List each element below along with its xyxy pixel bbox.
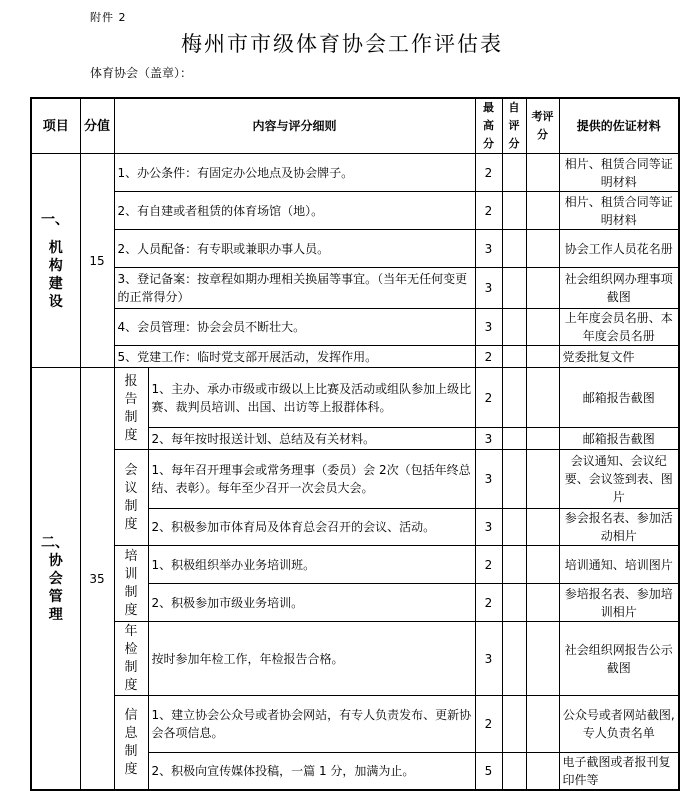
max-score-cell: 2 xyxy=(475,346,502,368)
materials-cell: 社会组织网报告公示截图 xyxy=(559,622,679,696)
content-cell: 1、办公条件：有固定办公地点及协会牌子。 xyxy=(114,154,475,192)
review-score-cell[interactable] xyxy=(526,696,559,753)
content-cell: 2、积极参加市级业务培训。 xyxy=(148,584,475,622)
max-score-cell: 2 xyxy=(475,696,502,753)
max-score-cell: 2 xyxy=(475,546,502,584)
review-score-cell[interactable] xyxy=(526,450,559,509)
self-score-cell[interactable] xyxy=(502,192,526,230)
review-score-cell[interactable] xyxy=(526,230,559,268)
content-cell: 5、党建工作：临时党支部开展活动，发挥作用。 xyxy=(114,346,475,368)
max-score-cell: 3 xyxy=(475,509,502,546)
materials-cell: 相片、租赁合同等证明材料 xyxy=(559,192,679,230)
section-score: 15 xyxy=(80,154,114,368)
review-score-cell[interactable] xyxy=(526,546,559,584)
max-score-cell: 2 xyxy=(475,368,502,428)
content-cell: 1、积极组织举办业务培训班。 xyxy=(148,546,475,584)
table-row xyxy=(31,622,679,696)
materials-cell: 公众号或者网站截图,专人负责名单 xyxy=(559,696,679,753)
review-score-cell[interactable] xyxy=(526,509,559,546)
content-cell: 2、人员配备：有专职或兼职办事人员。 xyxy=(114,230,475,268)
table-row xyxy=(31,230,679,268)
content-cell: 1、建立协会公众号或者协会网站，有专人负责发布、更新协会各项信息。 xyxy=(148,696,475,753)
content-cell: 4、会员管理：协会会员不断壮大。 xyxy=(114,309,475,346)
section-score: 35 xyxy=(80,368,114,791)
self-score-cell[interactable] xyxy=(502,584,526,622)
max-score-cell: 3 xyxy=(475,309,502,346)
materials-cell: 协会工作人员花名册 xyxy=(559,230,679,268)
max-score-cell: 3 xyxy=(475,622,502,696)
document-title: 梅州市市级体育协会工作评估表 xyxy=(181,32,503,56)
review-score-cell[interactable] xyxy=(526,753,559,791)
content-cell: 2、有自建或者租赁的体育场馆（地）。 xyxy=(114,192,475,230)
content-cell: 1、每年召开理事会或常务理事（委员）会 2次（包括年终总结、表彰）。每年至少召开一次会员大会。 xyxy=(148,450,475,509)
max-score-cell: 5 xyxy=(475,753,502,791)
review-score-cell[interactable] xyxy=(526,584,559,622)
self-score-cell[interactable] xyxy=(502,309,526,346)
self-score-cell[interactable] xyxy=(502,346,526,368)
self-score-cell[interactable] xyxy=(502,546,526,584)
max-score-cell: 3 xyxy=(475,450,502,509)
materials-cell: 参会报名表、参加活动相片 xyxy=(559,509,679,546)
content-cell: 3、登记备案：按章程如期办理相关换届等事宜。（当年无任何变更的正常得分） xyxy=(114,268,475,309)
self-score-cell[interactable] xyxy=(502,230,526,268)
materials-cell: 邮箱报告截图 xyxy=(559,368,679,428)
table-row xyxy=(31,696,679,753)
self-score-cell[interactable] xyxy=(502,509,526,546)
self-score-cell[interactable] xyxy=(502,428,526,450)
table-row xyxy=(31,546,679,584)
header-review-score: 考评分 xyxy=(526,98,559,154)
review-score-cell[interactable] xyxy=(526,154,559,192)
max-score-cell: 2 xyxy=(475,584,502,622)
evaluation-table xyxy=(30,97,680,791)
review-score-cell[interactable] xyxy=(526,428,559,450)
materials-cell: 社会组织网办理事项截图 xyxy=(559,268,679,309)
materials-cell: 邮箱报告截图 xyxy=(559,428,679,450)
review-score-cell[interactable] xyxy=(526,346,559,368)
materials-cell: 培训通知、培训图片 xyxy=(559,546,679,584)
self-score-cell[interactable] xyxy=(502,368,526,428)
table-row xyxy=(31,450,679,509)
review-score-cell[interactable] xyxy=(526,309,559,346)
content-cell: 1、主办、承办市级或市级以上比赛及活动或组队参加上级比赛、裁判员培训、出国、出访等上报群体科。 xyxy=(148,368,475,428)
header-content: 内容与评分细则 xyxy=(114,98,475,154)
category-cell xyxy=(114,696,148,791)
materials-cell: 电子截图或者报刊复印件等 xyxy=(559,753,679,791)
category-label: 报告制度 xyxy=(124,373,138,443)
category-label: 会议制度 xyxy=(124,462,138,532)
self-score-cell[interactable] xyxy=(502,450,526,509)
table-row xyxy=(31,346,679,368)
content-cell: 按时参加年检工作，年检报告合格。 xyxy=(148,622,475,696)
header-materials: 提供的佐证材料 xyxy=(559,98,679,154)
category-label: 培训制度 xyxy=(124,548,138,618)
table-row xyxy=(31,309,679,346)
self-score-cell[interactable] xyxy=(502,753,526,791)
table-row xyxy=(31,154,679,192)
self-score-cell[interactable] xyxy=(502,268,526,309)
max-score-cell: 2 xyxy=(475,192,502,230)
attachment-label: 附件 2 xyxy=(90,11,127,24)
materials-cell: 会议通知、会议纪要、会议签到表、图片 xyxy=(559,450,679,509)
table-row xyxy=(31,192,679,230)
content-cell: 2、积极向宣传媒体投稿，一篇 1 分，加满为止。 xyxy=(148,753,475,791)
header-row xyxy=(31,98,679,154)
category-label: 年检制度 xyxy=(124,623,138,693)
materials-cell: 参培报名表、参加培训相片 xyxy=(559,584,679,622)
review-score-cell[interactable] xyxy=(526,368,559,428)
category-label: 信息制度 xyxy=(124,707,138,777)
materials-cell: 相片、租赁合同等证明材料 xyxy=(559,154,679,192)
header-self-score: 自评分 xyxy=(502,98,526,154)
max-score-cell: 3 xyxy=(475,230,502,268)
section-name: 二、 协 会 管 理 xyxy=(31,368,80,791)
materials-cell: 党委批复文件 xyxy=(559,346,679,368)
category-cell xyxy=(114,622,148,696)
table-row xyxy=(31,368,679,428)
category-cell xyxy=(114,450,148,546)
max-score-cell: 2 xyxy=(475,154,502,192)
content-cell: 2、积极参加市体育局及体育总会召开的会议、活动。 xyxy=(148,509,475,546)
max-score-cell: 3 xyxy=(475,268,502,309)
header-score-value: 分值 xyxy=(80,98,114,154)
max-score-cell: 3 xyxy=(475,428,502,450)
category-cell xyxy=(114,368,148,450)
stamp-label: 体育协会（盖章）： xyxy=(90,66,193,80)
header-item: 项目 xyxy=(31,98,80,154)
content-cell: 2、每年按时报送计划、总结及有关材料。 xyxy=(148,428,475,450)
self-score-cell[interactable] xyxy=(502,696,526,753)
self-score-cell[interactable] xyxy=(502,154,526,192)
review-score-cell[interactable] xyxy=(526,192,559,230)
review-score-cell[interactable] xyxy=(526,622,559,696)
section-name: 一、 机 构 建 设 xyxy=(31,154,80,368)
materials-cell: 上年度会员名册、本年度会员名册 xyxy=(559,309,679,346)
review-score-cell[interactable] xyxy=(526,268,559,309)
header-max-score: 最高分 xyxy=(475,98,502,154)
category-cell xyxy=(114,546,148,622)
table-row xyxy=(31,268,679,309)
self-score-cell[interactable] xyxy=(502,622,526,696)
